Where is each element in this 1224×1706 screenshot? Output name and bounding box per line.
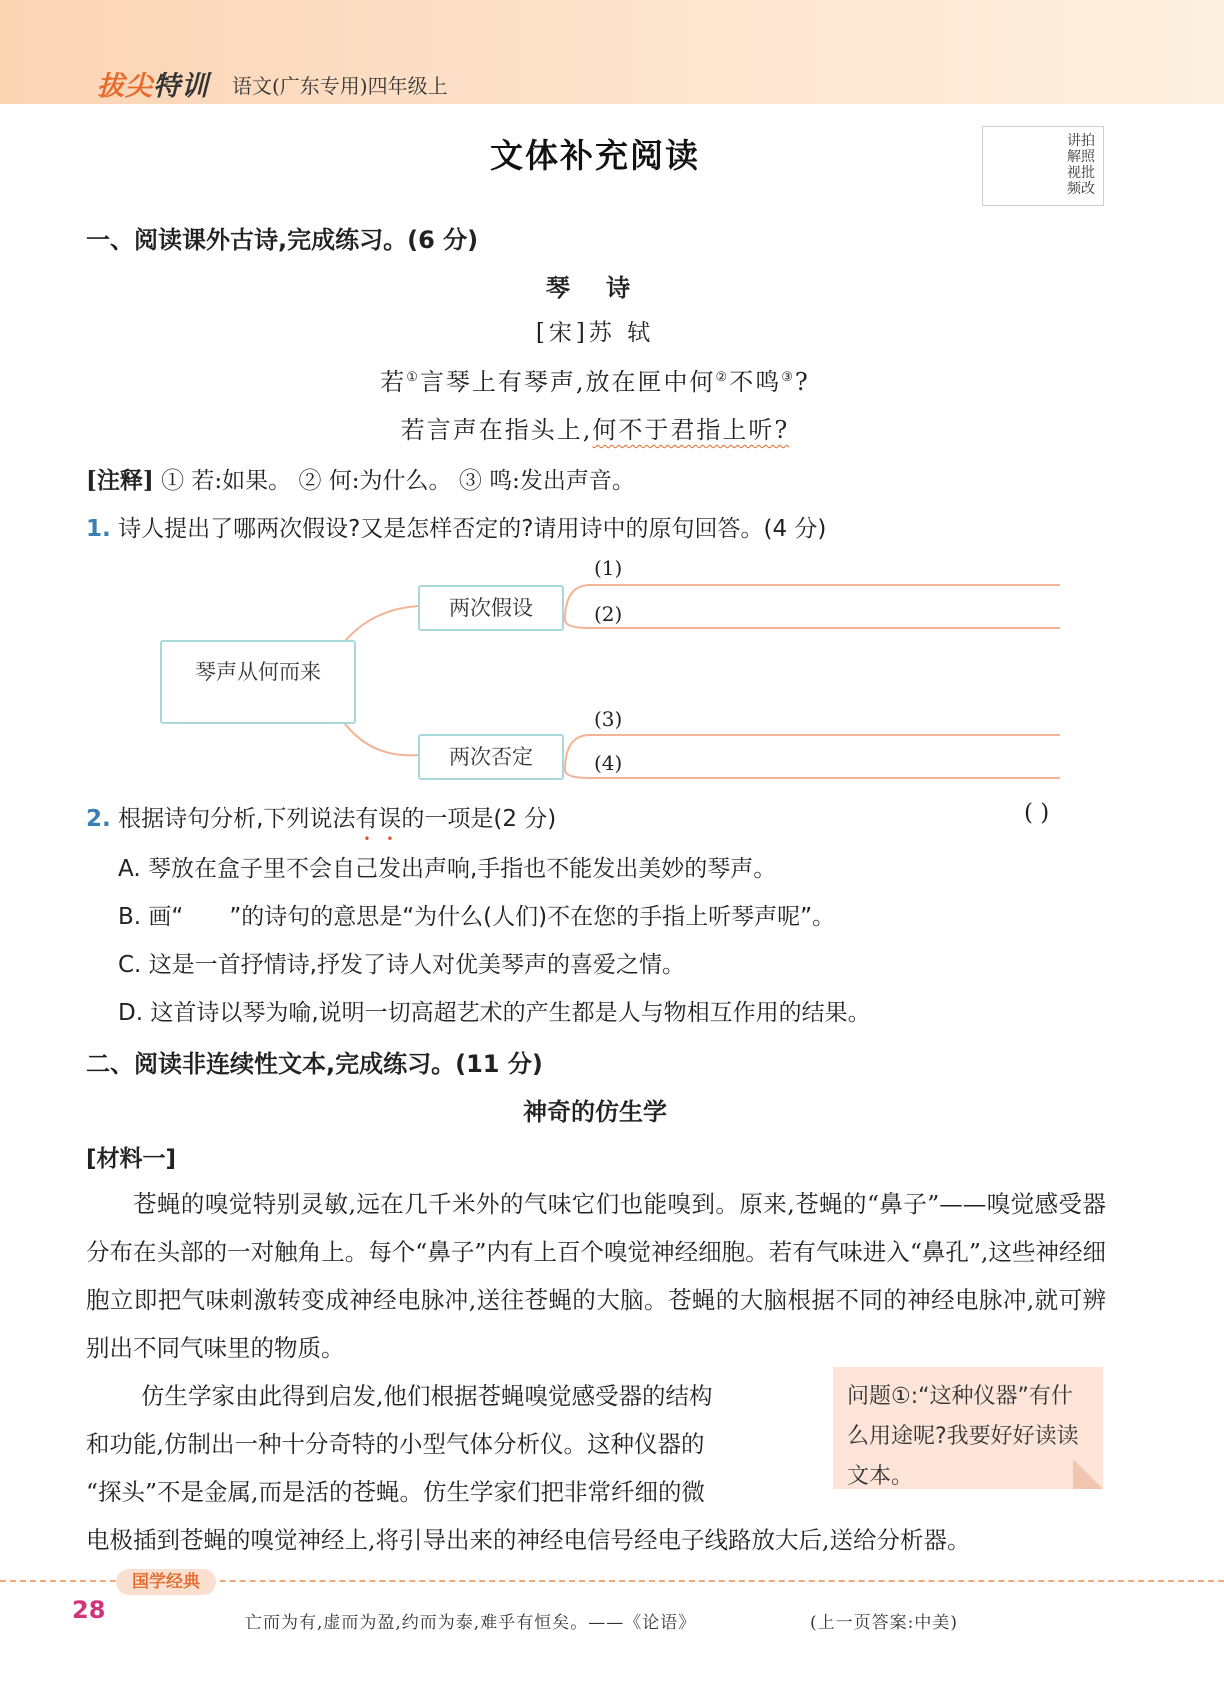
- poem-author: [宋]苏 轼: [535, 320, 655, 346]
- section-1-heading: 一、阅读课外古诗,完成练习。(6 分): [86, 226, 479, 254]
- annotations: [注释] ① 若:如果。 ② 何:为什么。 ③ 鸣:发出声音。: [86, 467, 635, 494]
- section-2-heading: 二、阅读非连续性文本,完成练习。(11 分): [86, 1050, 543, 1078]
- material-1-paragraph-1: 苍蝇的嗅觉特别灵敏,远在几千米外的气味它们也能嗅到。原来,苍蝇的“鼻子”——嗅觉感受器分布在头部的一对触角上。每个“鼻子”内有上百个嗅觉神经细胞。若有气味进入“鼻孔”,这些神经细胞立即把气味刺激转变成神经电脉冲,送往苍蝇的大脑。苍蝇的大脑根据不同的神经电脉冲,就可辨别出不同气味里的物质。: [86, 1190, 1106, 1362]
- blank-label-3: (3): [594, 707, 623, 731]
- question-callout-note: 问题①:“这种仪器”有什么用途呢?我要好好读读文本。: [833, 1367, 1103, 1489]
- option-c: C. 这是一首抒情诗,抒发了诗人对优美琴声的喜爱之情。: [118, 952, 685, 978]
- qr-label: 讲拍 解照 视批 频改: [1067, 133, 1095, 197]
- emphasized-words: 有误: [355, 806, 402, 832]
- material-1-paragraph-2: 仿生学家由此得到启发,他们根据苍蝇嗅觉感受器的结构 和功能,仿制出一种十分奇特的小型气体分析仪。这种仪器的 “探头”不是金属,而是活的苍蝇。仿生学家们把非常纤细的微 电极插到苍蝇的嗅觉神经上,将引导出来的神经电信号经电子线路放大后,送给分析器。: [86, 1382, 971, 1554]
- poem-line-2: 若言声在指头上,何不于君指上听?: [400, 416, 790, 444]
- option-a: A. 琴放在盒子里不会自己发出声响,手指也不能发出美妙的琴声。: [118, 856, 777, 882]
- poem-title: 琴 诗: [545, 274, 645, 302]
- blank-label-2: (2): [594, 602, 623, 626]
- question-1: 1. 诗人提出了哪两次假设?又是怎样否定的?请用诗中的原句回答。(4 分): [86, 516, 827, 542]
- answer-line-1: [565, 585, 1060, 620]
- poem-line-1: 若①言琴上有琴声,放在匣中何②不鸣③?: [380, 368, 810, 396]
- node-hypotheses: 两次假设: [418, 585, 564, 631]
- previous-page-answer: (上一页答案:中美): [810, 1613, 958, 1633]
- article-title: 神奇的仿生学: [523, 1098, 667, 1126]
- question-2: 2. 根据诗句分析,下列说法有误的一项是(2 分): [86, 806, 557, 832]
- node-negations: 两次否定: [418, 734, 564, 780]
- material-1-label: [材料一]: [86, 1146, 177, 1172]
- answer-line-3: [565, 735, 1060, 770]
- brand-logo: 拔尖特训: [97, 71, 209, 102]
- answer-parenthesis[interactable]: ( ): [1024, 800, 1050, 826]
- blank-label-4: (4): [594, 751, 623, 775]
- qr-code-box[interactable]: [982, 126, 1104, 206]
- subject-label: 语文(广东专用)四年级上: [232, 74, 448, 98]
- page-number: 28: [72, 1596, 106, 1624]
- page-title: 文体补充阅读: [490, 136, 700, 175]
- footer-quote: 亡而为有,虚而为盈,约而为泰,难乎有恒矣。——《论语》: [245, 1613, 697, 1633]
- answer-line-2: [565, 620, 1060, 628]
- center-node: 琴声从何而来: [160, 640, 356, 724]
- guoxue-badge: 国学经典: [116, 1569, 216, 1595]
- option-d: D. 这首诗以琴为喻,说明一切高超艺术的产生都是人与物相互作用的结果。: [118, 1000, 871, 1026]
- answer-line-4: [565, 770, 1060, 778]
- blank-label-1: (1): [594, 556, 623, 580]
- option-b: B. 画“ ”的诗句的意思是“为什么(人们)不在您的手指上听琴声呢”。: [118, 904, 836, 930]
- page-fold-corner: [1073, 1459, 1103, 1489]
- wavy-underlined-verse: 何不于君指上听?: [592, 416, 790, 444]
